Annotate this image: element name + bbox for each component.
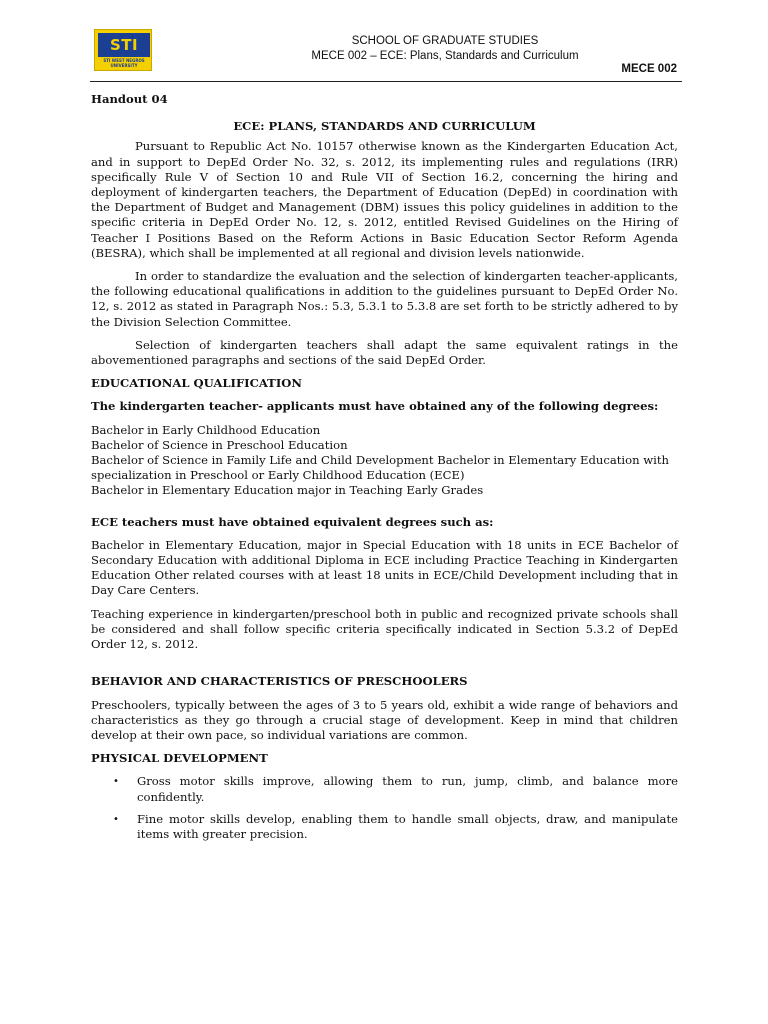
paragraph-behavior: Preschoolers, typically between the ages of 3 to 5 years old, exhibit a wide range of behaviors and characteristics as they go through a crucial stage of development. Keep in mind that children develop at their own pace, so individual variations are common. [91, 697, 678, 742]
bullet-text: Fine motor skills develop, enabling them to handle small objects, draw, and manipulate items with greater precision. [137, 811, 678, 841]
physical-development-list [91, 774, 678, 842]
paragraph-selection: Selection of kindergarten teachers shall adapt the same equivalent ratings in the abovementioned paragraphs and sections of the said DepEd Order. [91, 337, 678, 368]
handout-number: Handout 04 [91, 92, 168, 106]
heading-physical-development: PHYSICAL DEVELOPMENT [91, 751, 268, 766]
heading-ece-equivalent: ECE teachers must have obtained equivalent degrees such as: [91, 514, 494, 529]
logo-subtext: STI WEST NEGROS UNIVERSITY [103, 58, 145, 68]
degree-item: Bachelor in Elementary Education major in Teaching Early Grades [91, 483, 484, 498]
paragraph-standardize: In order to standardize the evaluation and the selection of kindergarten teacher-applicants, the following educational qualifications in addition to the guidelines pursuant to DepEd Order No. 12, s. 2012 as stated in Paragraph Nos.: 5.3, 5.3.1 to 5.3.8 are set forth to be strictly adhered to by the Division Selection Committee. [91, 269, 678, 329]
bullet-item [91, 774, 678, 804]
document-body [91, 90, 678, 849]
heading-educational-qualification: EDUCATIONAL QUALIFICATION [91, 376, 302, 391]
degree-list [91, 423, 678, 499]
course-code: MECE 002 [621, 63, 677, 75]
header-divider [90, 81, 682, 82]
heading-behavior: BEHAVIOR AND CHARACTERISTICS OF PRESCHOOLERS [91, 674, 468, 689]
course-title: MECE 002 – ECE: Plans, Standards and Curriculum [311, 50, 579, 62]
bullet-item [91, 812, 678, 842]
bullet-text: Gross motor skills improve, allowing them to run, jump, climb, and balance more confidently. [137, 774, 678, 804]
degree-item: Bachelor of Science in Preschool Education [91, 437, 348, 452]
heading-degrees: The kindergarten teacher- applicants must have obtained any of the following degrees: [91, 399, 659, 414]
degree-item: Bachelor of Science in Family Life and Child Development Bachelor in Elementary Education with specialization in Preschool or Early Childhood Education (ECE) [91, 453, 669, 483]
logo-mark-text: STI [98, 33, 150, 57]
paragraph-republic-act: Pursuant to Republic Act No. 10157 otherwise known as the Kindergarten Education Act, and in support to DepEd Order No. 32, s. 2012, its implementing rules and regulations (IRR) specifically Rule V of Section 10 and Rule VII of Section 16.2, concerning the hiring and deployment of kindergarten teachers, the Department of Education (DepEd) in coordination with the Department of Budget and Management (DBM) issues this policy guidelines in addition to the specific criteria in DepEd Order No. 12, s. 2012, entitled Revised Guidelines on the Hiring of Teacher I Positions Based on the Reform Actions in Basic Education Sector Reform Agenda (BESRA), which shall be implemented at all regional and division levels nationwide. [91, 139, 678, 260]
paragraph-teaching-experience: Teaching experience in kindergarten/preschool both in public and recognized private schools shall be considered and shall follow specific criteria specifically indicated in Section 5.3.2 of DepEd Order 12, s. 2012. [91, 606, 678, 652]
sti-logo [94, 29, 152, 71]
school-name: SCHOOL OF GRADUATE STUDIES [351, 35, 539, 47]
bullet-icon: • [113, 776, 119, 788]
degree-item: Bachelor in Early Childhood Education [91, 422, 321, 437]
document-title: ECE: PLANS, STANDARDS AND CURRICULUM [233, 119, 536, 134]
paragraph-ece-degrees: Bachelor in Elementary Education, major in Special Education with 18 units in ECE Bachelor of Secondary Education with additional Diploma in ECE including Practice Teaching in Kindergarten Education Other related courses with at least 18 units in ECE/Child Development including that in Day Care Centers. [91, 537, 678, 598]
bullet-icon: • [113, 813, 119, 825]
section-spacer [91, 652, 678, 666]
